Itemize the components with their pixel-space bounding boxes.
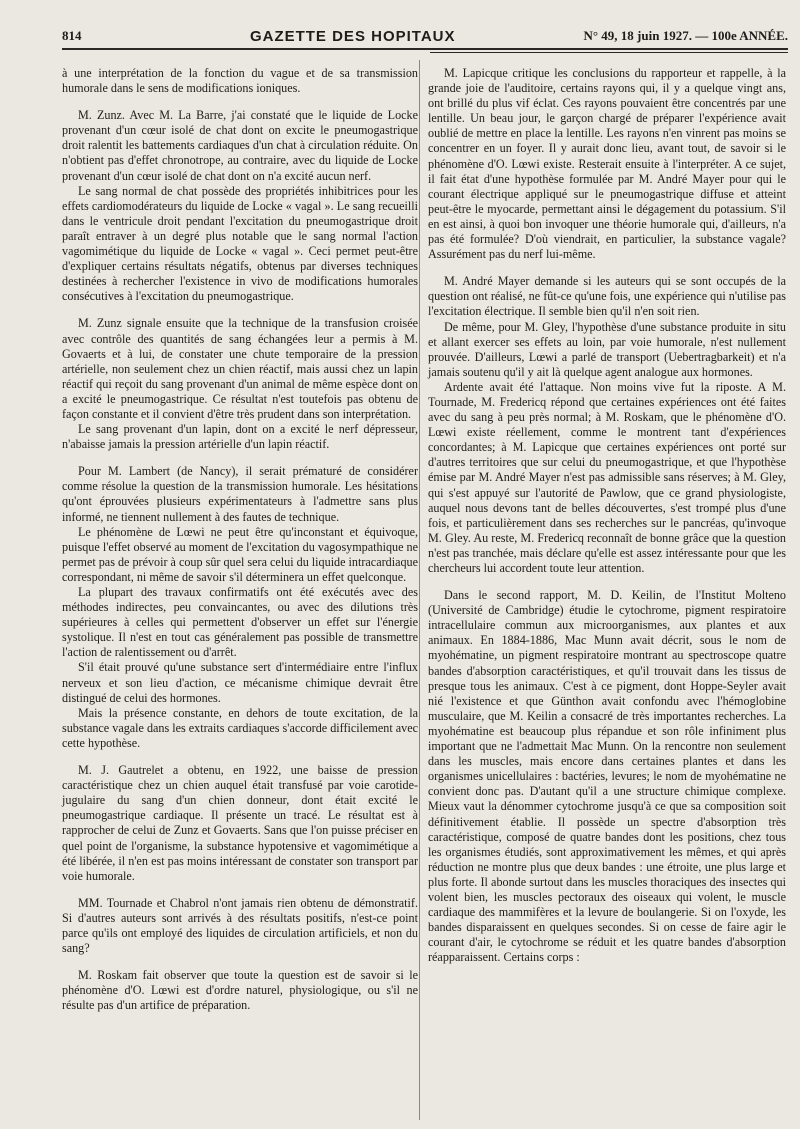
page-number: 814 [62, 28, 82, 43]
paragraph: Le phénomène de Lœwi ne peut être qu'inconstant et équivoque, puisque l'effet observé au moment de l'excitation du vagosympathique ne permet pas de prévoir à coup sûr quel sera celui du liquide intracardiaque correspondant, ni même de savoir s'il déterminera un effet quelconque. [62, 524, 418, 584]
paragraph: Le sang provenant d'un lapin, dont on a excité le nerf dépresseur, n'abaisse jamais la pression artérielle d'un lapin réactif. [62, 422, 418, 452]
paragraph: M. Zunz signale ensuite que la technique de la transfusion croisée avec contrôle des quantités de sang échangées leur a permis à M. Govaerts et à lui, de constater une chute temporaire de la pression artérielle, non seulement chez un chien réactif, mais aussi chez un lapin réactif qui reçoit du sang provenant d'un animal de même espèce dont on a excité le pneumogastrique. Ce résultat n'est toutefois pas obtenu de façon constante et il convient d'être très prudent dans son interprétation. [62, 316, 418, 421]
paragraph: Ardente avait été l'attaque. Non moins vive fut la riposte. A M. Tournade, M. Fredericq répond que certaines expériences ont été faites avec du sang à peu près normal; à M. Roskam, que le phénomène d'O. Lœwi existe réellement, comme le montrent tant d'expériences concordantes; à M. Lapicque que certaines expériences ont porté sur d'autres territoires que sur celui du pneumogastrique, et que l'hypothèse émise par M. André Mayer n'est pas admissible sans réserves; à M. Gley, qui s'est appuyé sur l'autorité de Pawlow, que ce grand physiologiste, auquel nous devons tant de belles découvertes, s'est trompé plus d'une fois, et particulièrement dans ses recherches sur le pancréas, qu'invoque M. Gley. Au reste, M. Fredericq reconnaît de bonne grâce que la question n'est pas tranchée, mais déclare qu'elle est assez intéressante pour que les chercheurs lui accordent toute leur attention. [428, 379, 786, 575]
left-column [62, 66, 418, 1013]
paragraph: De même, pour M. Gley, l'hypothèse d'une substance produite in situ et allant exercer ses effets au loin, par voie humorale, n'est nullement prouvée. D'ailleurs, Lœwi a parlé de transport (Uebertragbarkeit) et n'a jamais soutenu qu'il y ait là quelque agent analogue aux hormones. [428, 319, 786, 379]
paragraph: Le sang normal de chat possède des propriétés inhibitrices pour les effets cardiomodérateurs du liquide de Locke « vagal ». Le sang recueilli dans le ventricule droit pendant l'excitation du pneumogastrique droit paraît entraver à un degré plus notable que le sang normal l'action vagomimétique du liquide de Locke « vagal ». Ceci permet peut-être d'expliquer certains résultats négatifs, obtenus par diverses techniques destinées à rechercher l'existence in vivo de modifications humorales consécutives à l'excitation du pneumogastrique. [62, 183, 418, 304]
right-column [428, 66, 786, 965]
journal-title: GAZETTE DES HOPITAUX [249, 27, 456, 45]
paragraph: S'il était prouvé qu'une substance sert d'intermédiaire entre l'influx nerveux et son lieu d'action, ce mécanisme chimique devrait être distingué de celui des hormones. [62, 660, 418, 705]
paragraph: Mais la présence constante, en dehors de toute excitation, de la substance vagale dans les extraits cardiaques s'accorde difficilement avec cette hypothèse. [62, 705, 418, 750]
paragraph: à une interprétation de la fonction du vague et de sa transmission humorale dans le sens de modifications ioniques. [62, 66, 418, 96]
paragraph: M. J. Gautrelet a obtenu, en 1922, une baisse de pression caractéristique chez un chien auquel était transfusé par voie carotide-jugulaire du sang d'un chien donneur, dont était excité le pneumogastrique cardiaque. Il présente un tracé. Le résultat est à rapprocher de celui de Zunz et Govaerts. Sans que l'on puisse préciser en quel point de l'organisme, la substance hypotensive et vagomimétique a été libérée, il n'en est pas moins intéressant de constater son transport par voie humorale. [62, 763, 418, 883]
header-rule [430, 52, 788, 53]
paragraph: M. André Mayer demande si les auteurs qui se sont occupés de la question ont réalisé, ne fût-ce qu'une fois, une expérience qui n'utilise pas l'excitation électrique. Il semble bien qu'il n'en soit rien. [428, 274, 786, 319]
paragraph: Pour M. Lambert (de Nancy), il serait prématuré de considérer comme résolue la question de la transmission humorale. Les hésitations qu'ont éprouvées plusieurs expérimentateurs à l'admettre sans plus informé, ne tiennent nullement à des fautes de technique. [62, 464, 418, 524]
paragraph: Dans le second rapport, M. D. Keilin, de l'Institut Molteno (Université de Cambridge) étudie le cytochrome, pigment respiratoire intracellulaire commun aux microorganismes, aux plantes et aux animaux. En 1884-1886, Mac Munn avait décrit, sous le nom de myohématine, un pigment respiratoire montrant au spectroscope quatre bandes d'absorption caractéristiques, et qu'il trouvait dans les tissus de presque tous les animaux. C'est à ce pigment, dont Hoppe-Seyler avait nié l'existence et que Günthon avait confondu avec l'hémoglobine musculaire, que M. Keilin a consacré de très importantes recherches. La myohématine est beaucoup plus répandue et son rôle infiniment plus important que ne l'admettait Mac Munn. On la rencontre non seulement dans les muscles, mais encore dans certaines plantes et dans les organismes unicellulaires : bactéries, levures; le nom de myohématine ne convient donc pas. D'autant qu'il a une structure chimique complexe. Mieux vaut la dénommer cytochrome jusqu'à ce que sa composition soit définitivement établie. Il possède un spectre d'absorption très caractéristique, composé de quatre bandes dont les positions, chez tous les organismes étudiés, sont approximativement les mêmes, et qui après réduction ne montre plus que deux bandes : une étroite, une plus large et plus forte. Il abonde surtout dans les muscles thoraciques des insectes qui volent bien, les muscles pectoraux des oiseaux qui volent, le muscle cardiaque des mammifères et la levure de boulangerie. Si on l'oxyde, les bandes disparaissent en quelques secondes. Si on cesse de faire agir le courant d'air, le cytochrome se réduit et les quatre bandes d'absorption réapparaissent. Certains corps : [428, 588, 786, 965]
page-header [62, 24, 788, 50]
paragraph: MM. Tournade et Chabrol n'ont jamais rien obtenu de démonstratif. Si d'autres auteurs sont arrivés à des résultats positifs, n'est-ce point parce qu'ils ont employé des liquides de circulation artificiels, et non du sang? [62, 895, 418, 956]
issue-info: N° 49, 18 juin 1927. — 100e ANNÉE. [583, 28, 788, 43]
paragraph: M. Lapicque critique les conclusions du rapporteur et rappelle, à la grande joie de l'auditoire, certains rayons qui, il y a quelque vingt ans, ont brillé du plus vif éclat. Ces rayons pouvaient être concentrés par une lentille. Un beau jour, le garçon chargé de préparer l'expérience avait oublié de mettre en place la lentille. Les rayons n'en vinrent pas moins se concentrer en un foyer. Il y aurait donc lieu, avant tout, de savoir si le phénomène d'O. Lœwi existe. Resterait ensuite à l'interpréter. A ce sujet, il fait état d'une hypothèse formulée par M. André Mayer pour qui le courant électrique appliqué sur le pneumogastrique diffuse et atteint peut-être le myocarde, permettant ainsi le dégagement du potassium. S'il en est ainsi, à quoi bon invoquer une théorie humorale qui, d'ailleurs, n'a pas été formulée? D'où viendrait, en particulier, la substance vagale? Assurément pas du nerf lui-même. [428, 66, 786, 262]
column-divider [419, 60, 420, 1120]
paragraph: La plupart des travaux confirmatifs ont été exécutés avec des méthodes indirectes, peu convaincantes, ou avec des dilutions très supérieures à celles qui permettent d'observer un effet sur l'énergie systolique. Il n'est en tout cas généralement pas possible de transmettre l'action de ralentissement ou d'arrêt. [62, 585, 418, 660]
paragraph: M. Roskam fait observer que toute la question est de savoir si le phénomène d'O. Lœwi est d'ordre naturel, physiologique, ou s'il ne résulte pas d'un artifice de préparation. [62, 968, 418, 1013]
paragraph: M. Zunz. Avec M. La Barre, j'ai constaté que le liquide de Locke provenant d'un cœur isolé de chat dont on excite le pneumogastrique droit ralentit les battements cardiaques d'un chat à circulation réduite. On n'obtient pas d'effet chronotrope, au contraire, avec du liquide de Locke provenant d'un cœur isolé de chat dont on n'a excité aucun nerf. [62, 108, 418, 183]
